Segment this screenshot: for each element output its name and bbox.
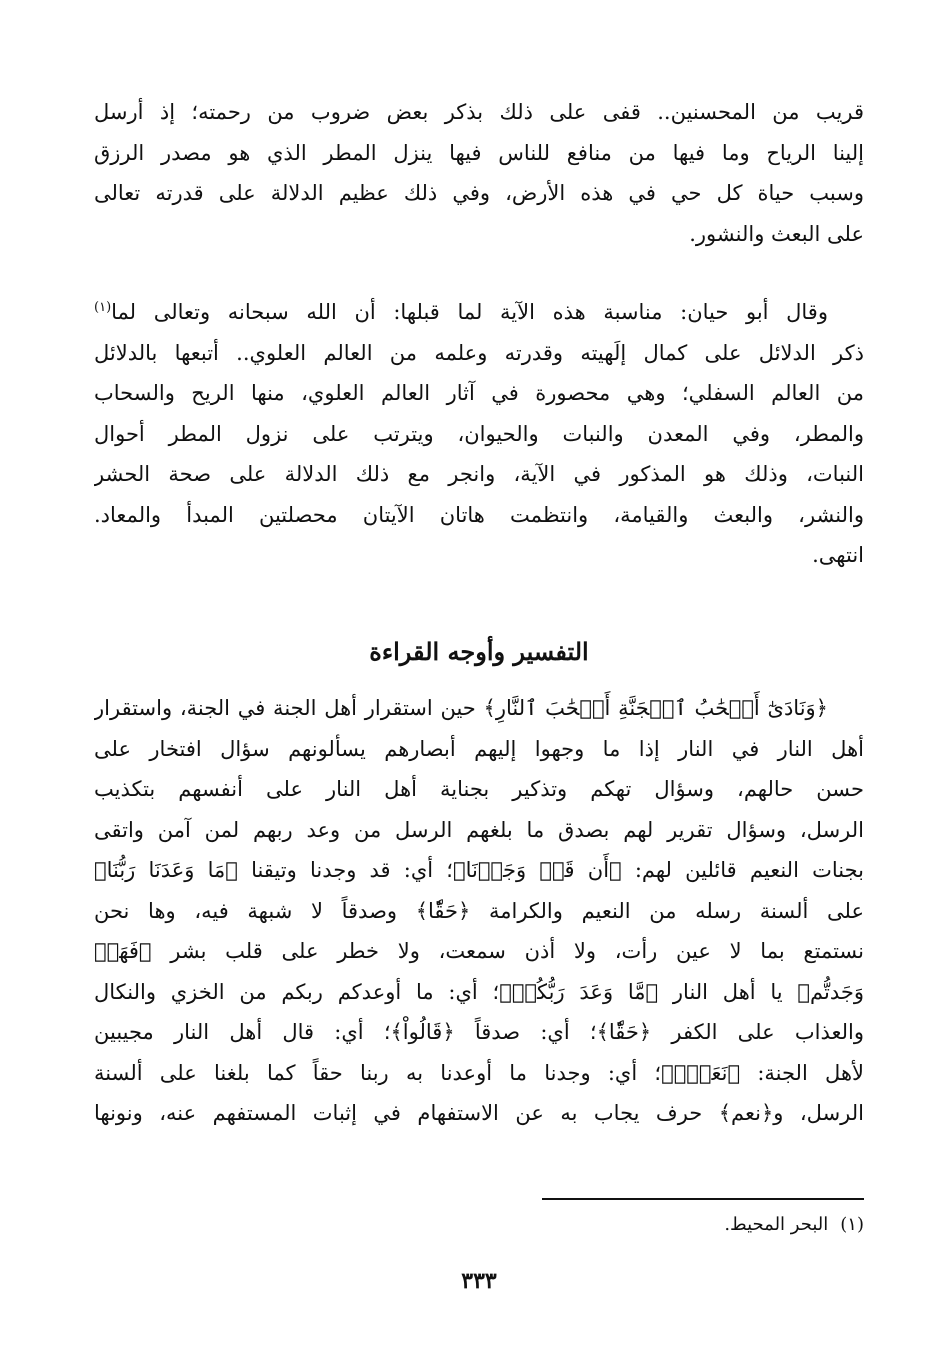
text-line: والنشر، والبعث والقيامة، وانتظمت هاتان الآيتان محصلتين المبدأ والمعاد. bbox=[94, 502, 864, 527]
text-line: وسبب حياة كل حي في هذه الأرض، وفي ذلك عظيم الدلالة على قدرته تعالى bbox=[94, 181, 864, 205]
text-line: بجنات النعيم قائلين لهم: ﴿أَن قَدۡ وَجَدۡنَا﴾؛ أي: قد وجدنا وتيقنا ﴿مَا وَعَدَنَا رَبُّنَا﴾ bbox=[94, 858, 864, 882]
text-line: النبات، وذلك هو المذكور في الآية، وانجر مع ذلك الدلالة على صحة الحشر bbox=[94, 462, 864, 486]
text-line: إلينا الرياح وما فيها من منافع للناس فيها ينزل المطر الذي هو مصدر الرزق bbox=[94, 140, 864, 165]
paragraph-intro bbox=[94, 92, 864, 254]
footnote-number: (١) bbox=[840, 1214, 864, 1235]
section-heading: التفسير وأوجه القراءة bbox=[369, 637, 589, 666]
text-line: انتهى. bbox=[812, 543, 864, 567]
text-line bbox=[94, 292, 864, 333]
page-number: ٣٣٣ bbox=[461, 1268, 497, 1294]
text-line: حسن حالهم، وسؤال تهكم وتذكير بجناية أهل النار على أنفسهم بتكذيب bbox=[94, 777, 864, 801]
text-line: لأهل الجنة: ﴿نَعَمۡۚ﴾؛ أي: وجدنا ما أوعدنا به ربنا حقاً كما بلغنا على ألسنة bbox=[94, 1060, 864, 1085]
footnote-reference: (١) bbox=[94, 300, 112, 315]
footnote bbox=[724, 1210, 864, 1240]
text-line: الرسل، و﴿نعم﴾ حرف يجاب به عن الاستفهام في إثبات المستفهم عنه، ونونها bbox=[94, 1101, 864, 1125]
text-line-content: وقال أبو حيان: مناسبة هذه الآية لما قبلها: أن الله سبحانه وتعالى لما bbox=[111, 300, 828, 324]
text-line: على ألسنة رسله من النعيم والكرامة ﴿حَقّٗا﴾ وصدقاً لا شبهة فيه، وها نحن bbox=[94, 898, 864, 923]
text-line: ذكر الدلائل على كمال إلَهيته وقدرته وعلمه من العالم العلوي.. أتبعها بالدلائل bbox=[94, 340, 864, 365]
text-line: والمطر، وفي المعدن والنبات والحيوان، ويترتب على نزول المطر أحوال bbox=[94, 421, 864, 446]
footnote-divider bbox=[542, 1198, 864, 1200]
book-page bbox=[94, 92, 864, 1332]
footnote-text: البحر المحيط. bbox=[724, 1214, 829, 1235]
text-line: من العالم السفلي؛ وهي محصورة في آثار العالم العلوي، منها الريح والسحاب bbox=[94, 381, 864, 405]
text-line: الرسل، وسؤال تقرير لهم بصدق ما بلغهم الرسل من وعد ربهم لمن آمن واتقى bbox=[94, 817, 864, 842]
text-line: وَجَدتُّم﴾ يا أهل النار ﴿مَّا وَعَدَ رَبُّكُمۡ﴾؛ أي: ما أوعدكم ربكم من الخزي والنكال bbox=[94, 979, 864, 1004]
text-line: نستمتع بما لا عين رأت، ولا أذن سمعت، ولا خطر على قلب بشر ﴿فَهَلۡ bbox=[94, 939, 864, 963]
paragraph-tafsir bbox=[94, 688, 864, 1134]
text-line: أهل النار في النار إذا ما وجهوا إليهم أبصارهم يسألونهم سؤال افتخار على bbox=[94, 736, 864, 761]
text-line: على البعث والنشور. bbox=[689, 221, 864, 246]
text-line: ﴿وَنَادَىٰٓ أَصۡحَٰبُ ٱلۡجَنَّةِ أَصۡحَٰبَ ٱلنَّارِ﴾ حين استقرار أهل الجنة في الجنة، واستقرار bbox=[94, 696, 828, 720]
text-line: قريب من المحسنين.. قفى على ذلك بذكر بعض ضروب من رحمته؛ إذ أرسل bbox=[94, 100, 864, 124]
text-line: والعذاب على الكفر ﴿حَقّٗا﴾؛ أي: صدقاً ﴿قَالُواْ﴾؛ أي: قال أهل النار مجيبين bbox=[94, 1020, 864, 1044]
paragraph-abu-hayyan bbox=[94, 292, 864, 576]
